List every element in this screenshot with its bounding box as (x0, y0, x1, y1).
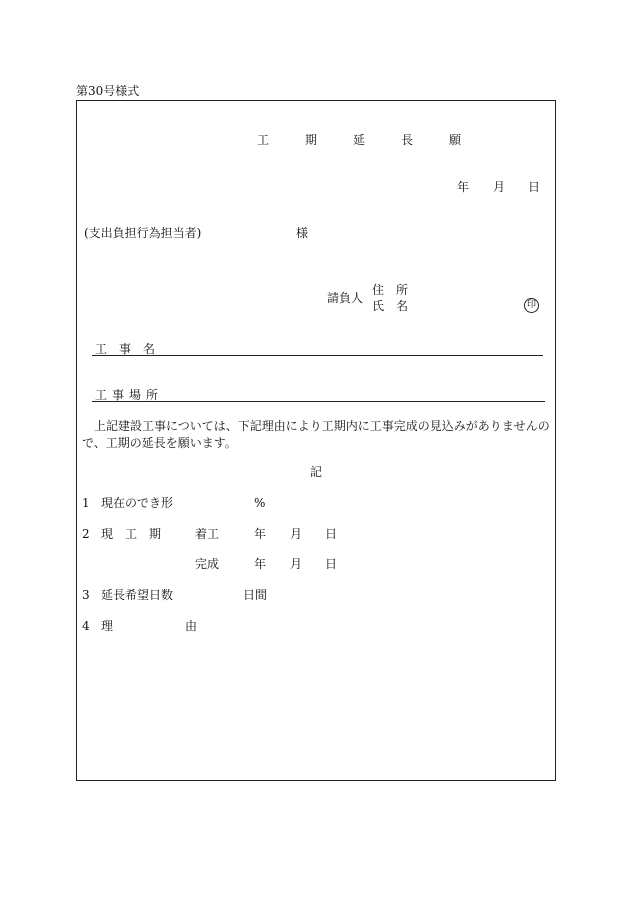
item2-start-label: 着工 (195, 527, 220, 541)
item3-label: 延長希望日数 (101, 588, 174, 602)
item2-end-year: 年 (254, 557, 267, 571)
applicant-address-label: 住 所 (372, 283, 409, 297)
item1-label: 現在のでき形 (101, 496, 174, 510)
construction-name-underline (92, 355, 543, 356)
body-text-line2: で、工期の延長を願います。 (82, 436, 237, 450)
item3-unit: 日間 (243, 588, 268, 602)
item2-end-day: 日 (325, 557, 338, 571)
form-number: 第30号様式 (76, 84, 140, 98)
addressee-label: (支出負担行為担当者) (84, 226, 202, 240)
item2-end-label: 完成 (195, 557, 220, 571)
item2-number: 2 (82, 527, 90, 541)
item2-start-year: 年 (254, 527, 267, 541)
record-heading: 記 (310, 465, 323, 479)
applicant-name-label: 氏 名 (372, 299, 409, 313)
item2-label: 現 工 期 (101, 527, 162, 541)
date-day: 日 (528, 180, 541, 194)
item4-label: 理 由 (101, 619, 214, 633)
construction-site-label: 工事場所 (95, 388, 164, 402)
date-month: 月 (493, 180, 506, 194)
item2-start-day: 日 (325, 527, 338, 541)
item3-number: 3 (82, 588, 90, 602)
item2-end-month: 月 (290, 557, 303, 571)
item2-start-month: 月 (290, 527, 303, 541)
addressee-honorific: 様 (296, 226, 309, 240)
form-title: 工 期 延 長 願 (257, 133, 474, 147)
item1-number: 1 (82, 496, 90, 510)
item1-unit: % (254, 496, 266, 510)
construction-site-underline (92, 401, 545, 402)
body-text-line1: 上記建設工事については、下記理由により工期内に工事完成の見込みがありませんの (94, 419, 550, 433)
seal-mark: 印 (524, 298, 539, 313)
item4-number: 4 (82, 619, 90, 633)
construction-name-label: 工 事 名 (95, 342, 156, 356)
applicant-label: 請負人 (327, 291, 364, 305)
date-year: 年 (457, 180, 470, 194)
